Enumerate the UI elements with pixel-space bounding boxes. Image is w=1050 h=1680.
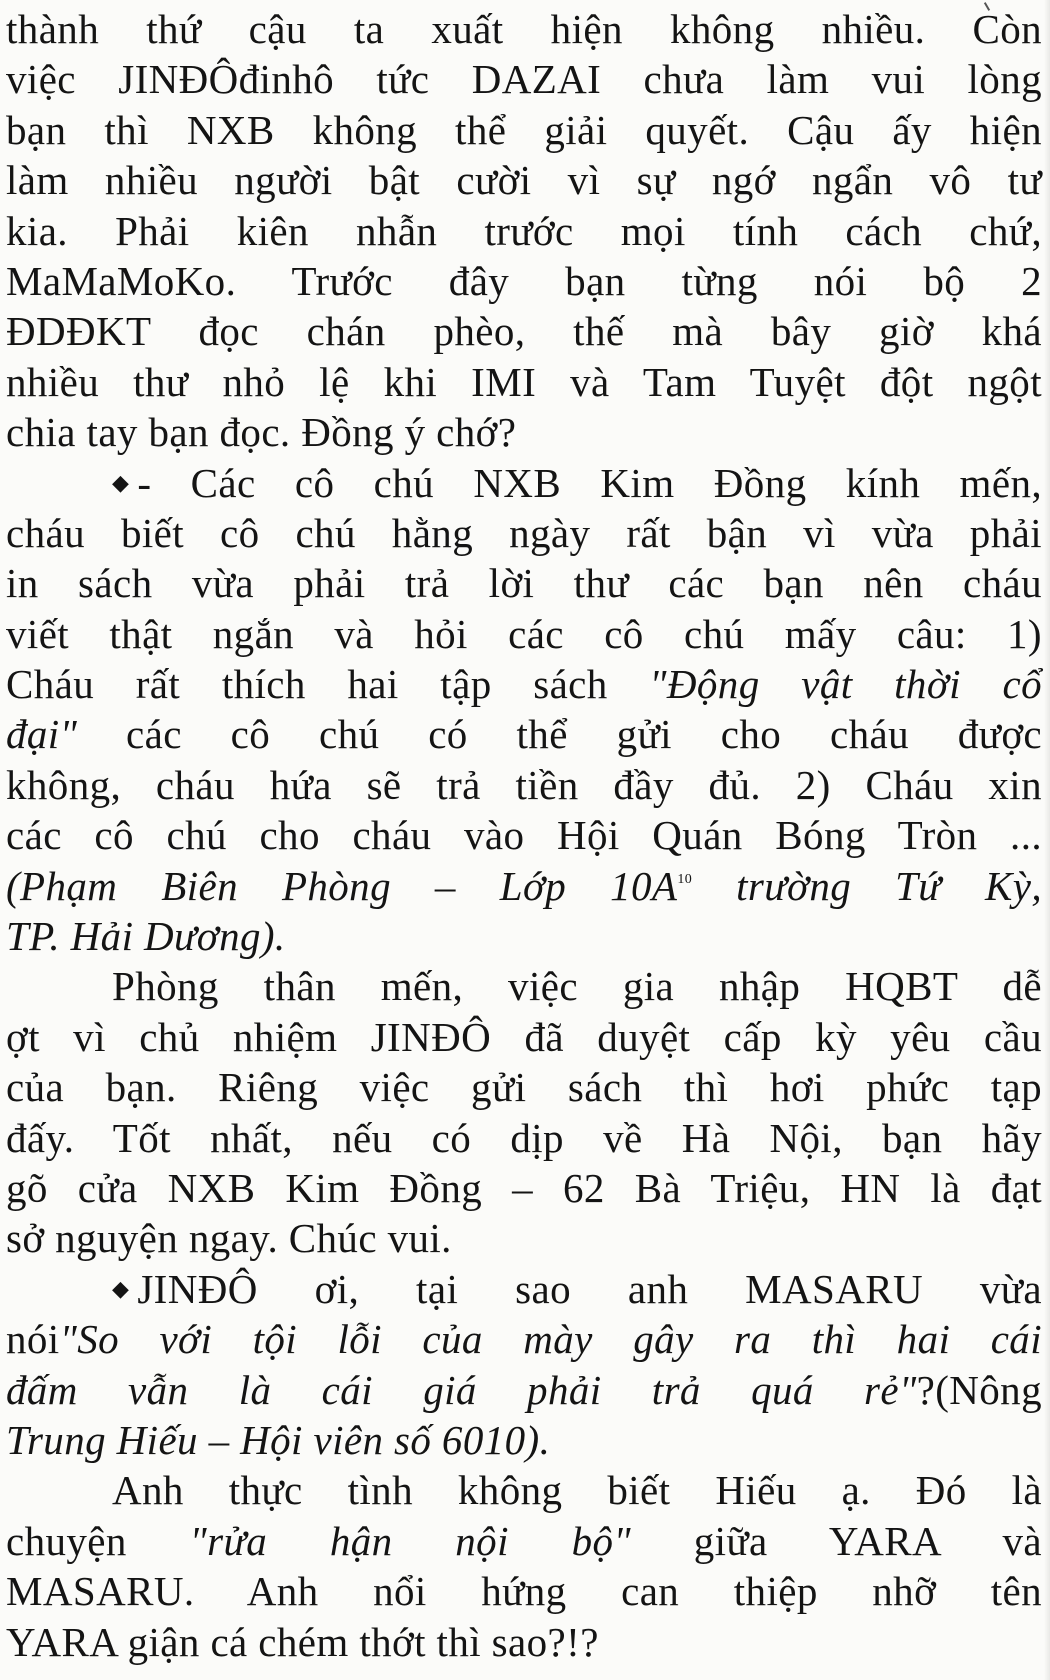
text-segment: viết thật ngắn và hỏi các cô chú mấy câu: 1) [6,610,1042,657]
text-segment: in sách vừa phải trả lời thư các bạn nên cháu [6,560,1042,607]
italic-text-segment: "So với tội lỗi của mày gây ra thì hai cái [59,1316,1042,1363]
italic-text-segment: "rửa hận nội bộ" [189,1517,631,1564]
page-text-body [6,4,1042,1667]
text-segment: Cháu rất thích hai tập sách [6,661,650,708]
text-line [6,760,1042,810]
text-segment: các cô chú cho cháu vào Hội Quán Bóng Tròn ... [6,812,1042,859]
text-segment: giữa YARA và [631,1517,1042,1564]
text-line [6,911,1042,961]
text-segment: nhiều thư nhỏ lệ khi IMI và Tam Tuyệt đột ngột [6,358,1042,405]
text-segment: ợt vì chủ nhiệm JINĐÔ đã duyệt cấp kỳ yêu cầu [6,1013,1042,1060]
text-segment: Phòng thân mến, việc gia nhập HQBT dễ [112,963,1042,1010]
italic-text-segment: Trung Hiếu – Hội viên số 6010). [6,1416,551,1463]
text-line [6,357,1042,407]
text-segment: các cô chú có thể gửi cho cháu được [77,711,1042,758]
italic-text-segment: "Động vật thời cổ [649,661,1042,708]
text-segment: MaMaMoKo. Trước đây bạn từng nói bộ 2 [6,257,1042,304]
text-line [6,1465,1042,1515]
text-segment: sở nguyện ngay. Chúc vui. [6,1215,452,1262]
text-line [6,961,1042,1011]
italic-text-segment: đấm vẫn là cái giá phải trả quá rẻ" [6,1366,917,1413]
text-segment: - Các cô chú NXB Kim Đồng kính mến, [137,459,1042,506]
diamond-bullet-icon: ◆ [112,469,130,495]
text-line [6,256,1042,306]
text-line [6,1163,1042,1213]
text-line [6,861,1042,911]
text-segment: việc JINĐÔđinhô tức DAZAI chưa làm vui lòng [6,56,1042,103]
text-line [6,407,1042,457]
text-segment: kia. Phải kiên nhẫn trước mọi tính cách chứ, [6,207,1042,254]
text-segment: ĐDĐKT đọc chán phèo, thế mà bây giờ khá [6,308,1042,355]
text-line [6,1415,1042,1465]
text-line [6,54,1042,104]
text-segment: làm nhiều người bật cười vì sự ngớ ngẩn vô tư [6,157,1042,204]
text-line [6,105,1042,155]
text-segment: thành thứ cậu ta xuất hiện không nhiều. Còn [6,6,1042,52]
text-line [6,1012,1042,1062]
text-line [6,1062,1042,1112]
text-segment: chuyện [6,1517,190,1564]
text-line [6,458,1042,508]
text-line [6,1617,1042,1667]
text-segment: cháu biết cô chú hằng ngày rất bận vì vừa phải [6,509,1042,556]
text-segment: ?(Nông [916,1366,1042,1413]
text-line [6,1365,1042,1415]
text-segment: JINĐÔ ơi, tại sao anh MASARU vừa [137,1265,1042,1312]
text-segment: Anh thực tình không biết Hiếu ạ. Đó là [112,1467,1042,1514]
text-line [6,1516,1042,1566]
text-line [6,1213,1042,1263]
text-line [6,1264,1042,1314]
text-segment: nói [6,1316,60,1363]
text-line [6,810,1042,860]
text-line [6,1566,1042,1616]
italic-text-segment: (Phạm Biên Phòng – Lớp 10A [6,862,678,909]
text-segment: chia tay bạn đọc. Đồng ý chớ? [6,409,517,456]
italic-text-segment: trường Tứ Kỳ, [692,862,1042,909]
text-line [6,508,1042,558]
text-segment: đấy. Tốt nhất, nếu có dịp về Hà Nội, bạn hãy [6,1114,1042,1161]
text-segment: gõ cửa NXB Kim Đồng – 62 Bà Triệu, HN là đạt [6,1164,1042,1211]
text-line [6,709,1042,759]
text-segment: bạn thì NXB không thể giải quyết. Cậu ấy hiện [6,106,1042,153]
text-line [6,659,1042,709]
text-line [6,206,1042,256]
text-line [6,155,1042,205]
text-segment: YARA giận cá chém thớt thì sao?!? [6,1618,599,1665]
text-line [6,1314,1042,1364]
text-segment: không, cháu hứa sẽ trả tiền đầy đủ. 2) Cháu xin [6,761,1042,808]
diamond-bullet-icon: ◆ [112,1276,130,1302]
text-line [6,609,1042,659]
text-segment: MASARU. Anh nổi hứng can thiệp nhỡ tên [6,1568,1042,1615]
text-line [6,558,1042,608]
text-line [6,1113,1042,1163]
superscript-text: 10 [677,871,693,887]
text-line [6,4,1042,54]
text-segment: của bạn. Riêng việc gửi sách thì hơi phức tạp [6,1064,1042,1111]
scan-edge-shadow [1044,0,1050,1680]
text-line [6,306,1042,356]
italic-text-segment: đại" [6,711,78,758]
italic-text-segment: TP. Hải Dương). [6,913,286,960]
